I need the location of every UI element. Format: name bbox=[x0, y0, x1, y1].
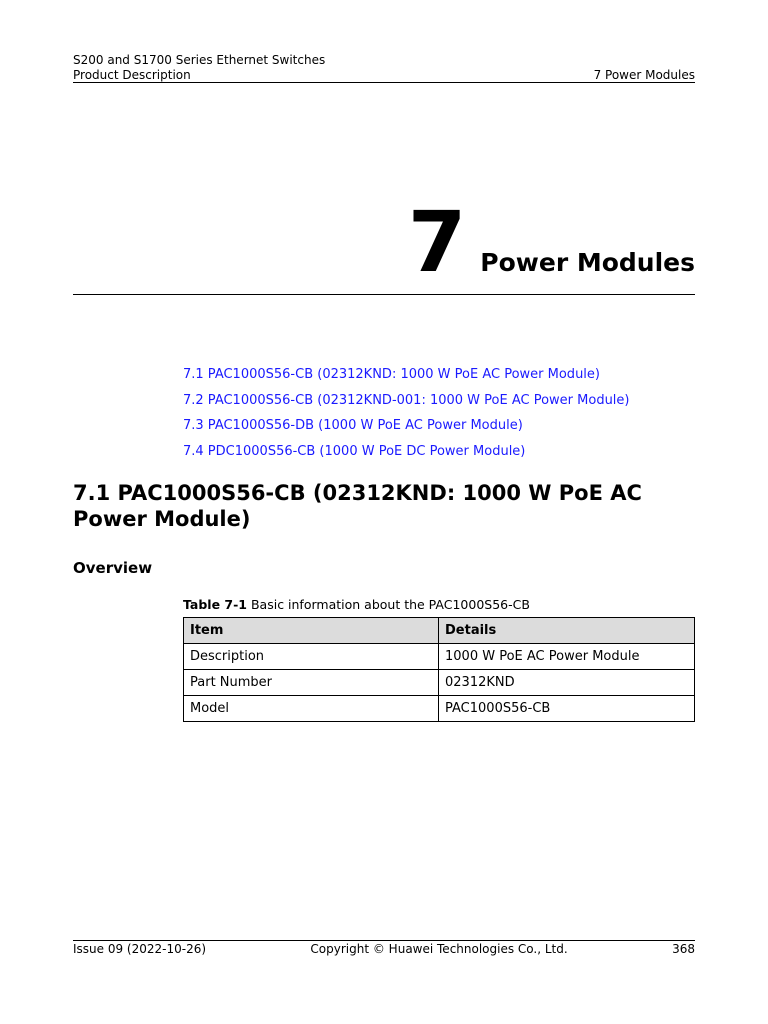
header-divider bbox=[73, 82, 695, 83]
info-table bbox=[183, 617, 695, 722]
table-cell: 02312KND bbox=[439, 670, 695, 696]
table-caption bbox=[183, 597, 530, 612]
toc-link-7-3[interactable]: 7.3 PAC1000S56-DB (1000 W PoE AC Power Module) bbox=[183, 418, 523, 433]
section-title: 7.1 PAC1000S56-CB (02312KND: 1000 W PoE AC Power Module) bbox=[73, 481, 642, 531]
table-caption-text: Basic information about the PAC1000S56-CB bbox=[247, 597, 530, 612]
toc-link-7-2[interactable]: 7.2 PAC1000S56-CB (02312KND-001: 1000 W PoE AC Power Module) bbox=[183, 392, 630, 408]
footer-divider bbox=[73, 940, 695, 941]
footer-issue: Issue 09 (2022-10-26) bbox=[73, 942, 207, 956]
chapter-heading bbox=[407, 193, 695, 291]
chapter-divider bbox=[73, 294, 695, 295]
page-header bbox=[73, 53, 695, 83]
table-cell: 1000 W PoE AC Power Module bbox=[439, 644, 695, 670]
toc-link-7-4[interactable]: 7.4 PDC1000S56-CB (1000 W PoE DC Power Module) bbox=[183, 443, 526, 459]
table-caption-label: Table 7-1 bbox=[183, 597, 247, 612]
table-header-details: Details bbox=[439, 618, 695, 644]
table-row bbox=[184, 696, 695, 722]
toc-link-7-1[interactable]: 7.1 PAC1000S56-CB (02312KND: 1000 W PoE AC Power Module) bbox=[183, 367, 600, 382]
table-header-row bbox=[184, 618, 695, 644]
table-row bbox=[184, 644, 695, 670]
chapter-number: 7 bbox=[407, 193, 467, 291]
table-cell: Part Number bbox=[184, 670, 439, 696]
table-row bbox=[184, 670, 695, 696]
chapter-toc bbox=[183, 362, 630, 464]
page-footer bbox=[73, 942, 695, 957]
header-row bbox=[73, 68, 695, 83]
header-chapter-ref: 7 Power Modules bbox=[593, 68, 695, 82]
table-cell: Description bbox=[184, 644, 439, 670]
overview-heading: Overview bbox=[73, 559, 153, 577]
chapter-title: Power Modules bbox=[480, 248, 695, 277]
footer-copyright: Copyright © Huawei Technologies Co., Ltd. bbox=[310, 942, 568, 956]
footer-page-number: 368 bbox=[672, 942, 695, 956]
table-header-item: Item bbox=[184, 618, 439, 644]
table-cell: Model bbox=[184, 696, 439, 722]
table-cell: PAC1000S56-CB bbox=[439, 696, 695, 722]
header-product: S200 and S1700 Series Ethernet Switches bbox=[73, 53, 326, 67]
header-doc-type: Product Description bbox=[73, 68, 191, 82]
